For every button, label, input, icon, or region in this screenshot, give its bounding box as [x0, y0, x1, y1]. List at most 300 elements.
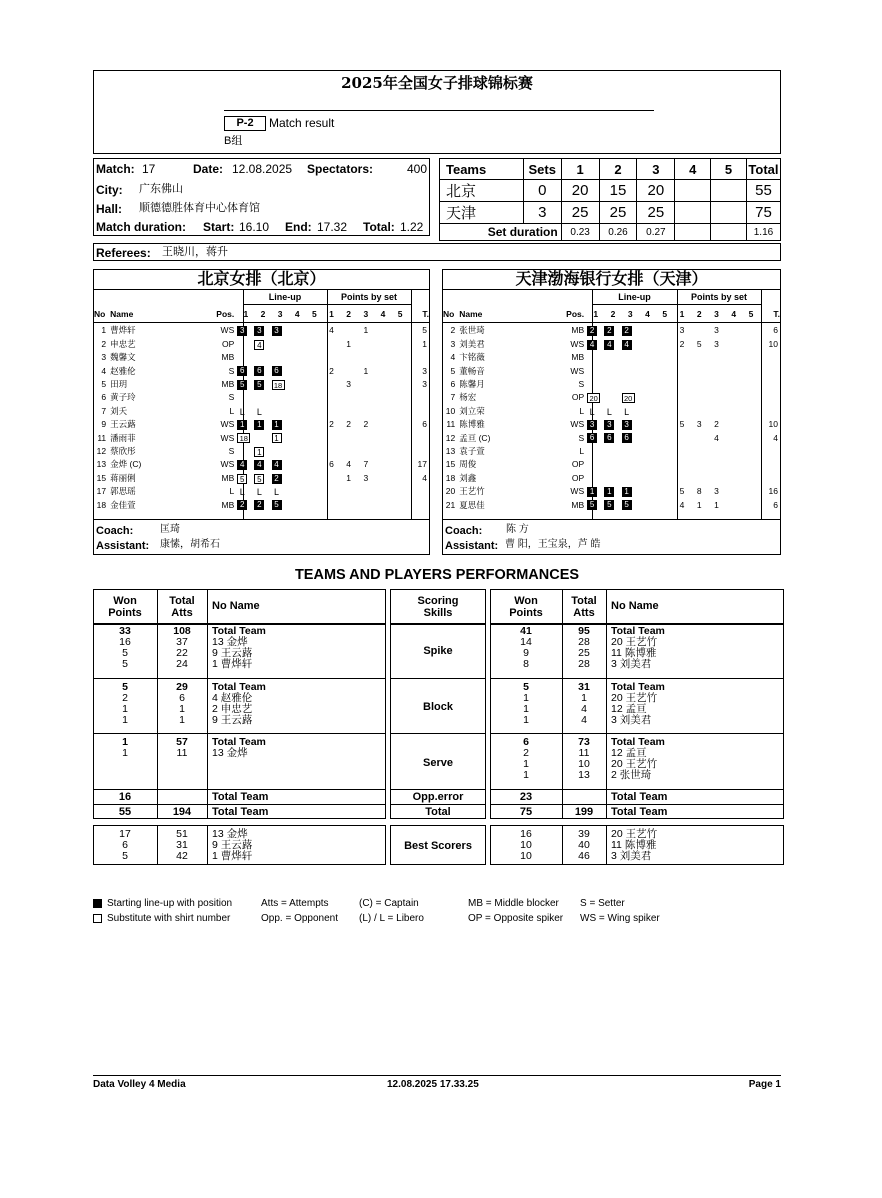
- team-a-set5: [711, 180, 747, 202]
- right-opp-error-won: 23: [519, 791, 533, 803]
- result-row-a: [440, 180, 781, 202]
- starting-position-box: 3: [604, 420, 614, 430]
- team-a-lineup-header: Line-up: [268, 292, 302, 302]
- lineup-cell: [656, 499, 673, 512]
- player-number: 12: [96, 446, 107, 457]
- set-points: 1: [696, 499, 702, 510]
- set-points: [673, 458, 690, 471]
- set-points: [340, 351, 357, 364]
- best-right-atts-line: 39: [578, 828, 590, 840]
- starting-position-box: 6: [604, 433, 614, 443]
- player-row: [94, 365, 429, 378]
- set-points: [374, 365, 391, 378]
- starting-position-box: 6: [622, 433, 632, 443]
- player-position: OP: [221, 338, 235, 349]
- set-points: 5: [696, 338, 702, 349]
- player-position: MB: [221, 379, 235, 390]
- team-a-assistant-label: Assistant:: [96, 540, 150, 552]
- set-points: [691, 432, 708, 445]
- player-position: WS: [570, 365, 585, 376]
- skills-label: Skills: [423, 607, 453, 619]
- right-player-names: [611, 682, 781, 726]
- total-set-duration: 1.16: [746, 224, 780, 241]
- player-number: 4: [450, 352, 456, 363]
- left-attempts: [157, 626, 207, 670]
- set-points: [374, 405, 391, 418]
- player-position: WS: [570, 419, 585, 430]
- lineup-cell: [306, 499, 323, 512]
- team-b-set2: 25: [599, 202, 637, 224]
- substitute-number-box: 18: [272, 380, 285, 390]
- right-attempts-line: 10: [578, 758, 590, 770]
- set-points: [673, 365, 690, 378]
- left-attempts-line: 22: [176, 647, 188, 659]
- best-right-atts-line: 46: [578, 850, 590, 862]
- lineup-cell: [289, 499, 306, 512]
- lineup-cell: [604, 405, 621, 418]
- points-label: Points: [108, 607, 142, 619]
- left-attempts: [157, 737, 207, 759]
- player-name: 申忠艺: [110, 338, 136, 349]
- lineup-cell: [254, 485, 271, 498]
- lineup-cell: [237, 391, 254, 404]
- set-points: [357, 445, 374, 458]
- left-won-points-line: 1: [122, 703, 128, 715]
- best-right-names-line: 20 王艺竹: [611, 828, 658, 840]
- starting-position-box: 5: [604, 500, 614, 510]
- right-total-name: Total Team: [611, 806, 668, 818]
- set-points: [691, 365, 708, 378]
- lineup-cell: [622, 365, 639, 378]
- substitute-number-box: 18: [237, 433, 250, 443]
- player-name: 董畅音: [459, 365, 485, 376]
- right-won-points-line: 1: [523, 703, 529, 715]
- player-name: 张世琦: [459, 325, 485, 336]
- divider: [390, 678, 486, 679]
- lineup-cell: [289, 351, 306, 364]
- set-points: [725, 391, 742, 404]
- team-a-title: 北京女排（北京）: [197, 269, 326, 288]
- won-label: Won: [514, 595, 538, 607]
- lineup-cell: [237, 324, 254, 337]
- right-player-names: [611, 737, 781, 781]
- set-points: [742, 351, 759, 364]
- player-position: WS: [220, 325, 235, 336]
- left-player-names-line: Total Team: [212, 681, 266, 693]
- left-attempts-line: 1: [179, 703, 185, 715]
- player-position: L: [579, 446, 585, 457]
- set-points: [323, 472, 340, 485]
- lineup-cell: [272, 472, 289, 485]
- player-number: 12: [445, 432, 456, 443]
- starting-position-box: 1: [254, 420, 264, 430]
- start-time: 16.10: [239, 220, 270, 234]
- best-right-names-line: 11 陈博雅: [611, 839, 657, 851]
- player-total-points: 6: [422, 419, 427, 430]
- lineup-cell: [656, 365, 673, 378]
- best-right-atts-line: 40: [578, 839, 590, 851]
- set-points: [392, 351, 409, 364]
- player-total-points: [409, 445, 429, 458]
- lineup-set-header: 5: [662, 309, 668, 319]
- col-total-header: T.: [422, 309, 429, 319]
- match-date: 12.08.2025: [232, 162, 293, 176]
- starting-position-box: 1: [604, 487, 614, 497]
- lineup-cell: [289, 458, 306, 471]
- team-b-set3: 25: [637, 202, 675, 224]
- left-opp-error-won: 16: [118, 791, 132, 803]
- player-name: 王艺竹: [459, 486, 485, 497]
- best-left-atts: [157, 829, 207, 862]
- best-right-won-line: 16: [520, 828, 532, 840]
- set-points: [691, 445, 708, 458]
- player-number: 6: [101, 392, 107, 403]
- right-attempts-line: 28: [578, 658, 590, 670]
- set-points: [708, 378, 725, 391]
- left-atts-header: [157, 595, 207, 619]
- right-won-points-line: 9: [523, 647, 529, 659]
- atts-label: Atts: [171, 607, 193, 619]
- doc-name: Match result: [269, 116, 335, 130]
- player-row: [443, 499, 780, 512]
- player-position: S: [228, 446, 235, 457]
- starting-position-box: 4: [254, 460, 264, 470]
- team-a-sets: 0: [523, 180, 561, 202]
- lineup-cell: [639, 338, 656, 351]
- player-total-points: [409, 485, 429, 498]
- team-b-points-header: Points by set: [690, 292, 747, 302]
- set-points: [742, 445, 759, 458]
- set-points: 3: [714, 338, 719, 349]
- page-title: 2025年全国女子排球锦标赛: [341, 74, 533, 92]
- player-total-points: [760, 445, 780, 458]
- lineup-cell: [639, 485, 656, 498]
- lineup-cell: [656, 405, 673, 418]
- right-won-points-line: 1: [523, 692, 529, 704]
- player-row: [94, 324, 429, 337]
- lineup-cell: [289, 405, 306, 418]
- starting-position-box: 2: [254, 500, 264, 510]
- right-attempts-line: 95: [578, 625, 590, 637]
- set-points: [357, 432, 374, 445]
- best-left-won: [93, 829, 157, 862]
- player-name: 刘夭: [110, 405, 128, 416]
- best-right-names-line: 3 刘美君: [611, 850, 652, 862]
- substitute-number-box: 5: [237, 474, 247, 484]
- player-total-points: [409, 432, 429, 445]
- best-left-won-line: 5: [122, 850, 128, 862]
- divider: [93, 289, 430, 290]
- left-attempts-line: 24: [176, 658, 188, 670]
- player-name: 魏馨文: [110, 352, 136, 363]
- player-position: S: [228, 392, 235, 403]
- libero-mark: L: [239, 406, 245, 417]
- player-position: OP: [571, 459, 585, 470]
- team-a-roster-table: [94, 308, 429, 512]
- set-points: [323, 485, 340, 498]
- left-attempts-line: 1: [179, 714, 185, 726]
- points-set-header: 3: [363, 309, 369, 319]
- substitute-number-box: 1: [272, 433, 282, 443]
- lineup-cell: [587, 445, 604, 458]
- lineup-cell: [622, 378, 639, 391]
- player-row: [443, 391, 780, 404]
- libero-mark: L: [274, 487, 280, 498]
- lineup-cell: [656, 458, 673, 471]
- lineup-cell: [272, 378, 289, 391]
- player-position: WS: [220, 459, 235, 470]
- set-points: [725, 458, 742, 471]
- set1-header: 1: [561, 159, 599, 180]
- divider: [207, 825, 208, 865]
- player-row: [94, 432, 429, 445]
- legend-mb: MB = Middle blocker: [468, 898, 559, 909]
- player-position: MB: [571, 499, 585, 510]
- player-row: [443, 365, 780, 378]
- set-points: [340, 324, 357, 337]
- set-points: [691, 324, 708, 337]
- lineup-cell: [639, 391, 656, 404]
- substitute-number-box: 20: [587, 393, 600, 403]
- lineup-cell: [306, 391, 323, 404]
- lineup-cell: [622, 445, 639, 458]
- player-total-points: [409, 499, 429, 512]
- player-position: MB: [221, 352, 235, 363]
- team-b-sets: 3: [523, 202, 561, 224]
- lineup-cell: [272, 405, 289, 418]
- set-duration-label: Set duration: [440, 224, 562, 241]
- lineup-set-header: 2: [260, 309, 266, 319]
- performance-title: TEAMS AND PLAYERS PERFORMANCES: [294, 567, 580, 583]
- divider: [490, 804, 784, 805]
- col-pos-header: Pos.: [216, 309, 235, 319]
- substitute-number-box: 5: [254, 474, 264, 484]
- lineup-cell: [306, 418, 323, 431]
- set-points: [392, 338, 409, 351]
- legend-atts: Atts = Attempts: [261, 898, 329, 909]
- set-points: [392, 418, 409, 431]
- set-points: [357, 499, 374, 512]
- lineup-cell: [587, 378, 604, 391]
- legend-filled-square-icon: [93, 899, 102, 908]
- libero-mark: L: [624, 406, 630, 417]
- left-attempts-line: 11: [176, 747, 188, 759]
- lineup-cell: [587, 391, 604, 404]
- set-points: [357, 405, 374, 418]
- player-row: [443, 472, 780, 485]
- right-name-header: No Name: [611, 600, 659, 612]
- divider: [93, 678, 386, 679]
- set5-header: 5: [711, 159, 747, 180]
- right-won-header: [490, 595, 562, 619]
- team-a-coach: 匡琦: [160, 524, 180, 535]
- set-points: [725, 418, 742, 431]
- set-points: [742, 378, 759, 391]
- set-points: [673, 391, 690, 404]
- player-position: WS: [220, 432, 235, 443]
- player-number: 7: [101, 405, 107, 416]
- right-won-points: [490, 626, 562, 670]
- team-a-name: 北京: [440, 180, 524, 202]
- divider: [390, 623, 486, 625]
- player-position: MB: [221, 499, 235, 510]
- player-row: [94, 418, 429, 431]
- set-points: [374, 391, 391, 404]
- lineup-set-header: 2: [610, 309, 616, 319]
- player-total-points: 3: [422, 365, 427, 376]
- player-name: 曹烨轩: [110, 325, 136, 336]
- best-left-atts-line: 42: [176, 850, 188, 862]
- player-position: MB: [221, 472, 235, 483]
- player-total-points: 17: [417, 459, 427, 470]
- set-points: [725, 432, 742, 445]
- lineup-cell: [237, 351, 254, 364]
- sets-header: Sets: [523, 159, 561, 180]
- left-won-points-line: 33: [119, 625, 131, 637]
- referees-value: 王晓川，蒋升: [162, 246, 228, 258]
- team-a-set2: 15: [599, 180, 637, 202]
- lineup-cell: [237, 418, 254, 431]
- starting-position-box: 4: [604, 340, 614, 350]
- right-total-atts: 199: [574, 806, 594, 818]
- points-set-header: 4: [380, 309, 386, 319]
- starting-position-box: 6: [272, 366, 282, 376]
- col-no-header: No: [94, 309, 106, 319]
- hall-value: 顺德德胜体育中心体育馆: [139, 202, 260, 214]
- right-attempts-line: 13: [578, 769, 590, 781]
- set-points: 8: [696, 486, 702, 497]
- player-number: 6: [450, 379, 456, 390]
- set-points: 6: [329, 459, 334, 470]
- player-name: 金烨 (C): [110, 459, 142, 470]
- left-player-names-line: 13 金烨: [212, 747, 248, 759]
- date-label: Date:: [193, 162, 224, 176]
- team-b-coach: 陈 方: [506, 524, 529, 535]
- set-points: [725, 324, 742, 337]
- player-name: 陈博雅: [459, 419, 485, 430]
- lineup-cell: [604, 445, 621, 458]
- player-total-points: 4: [773, 432, 778, 443]
- player-name: 潘雨菲: [110, 432, 136, 443]
- lineup-cell: [604, 499, 621, 512]
- set-points: [691, 472, 708, 485]
- player-position: S: [578, 432, 585, 443]
- divider: [490, 733, 784, 734]
- set-points: 1: [363, 325, 369, 336]
- player-total-points: 16: [768, 486, 778, 497]
- set-points: [340, 405, 357, 418]
- scoring-label: Scoring: [417, 595, 459, 607]
- set-points: [357, 378, 374, 391]
- starting-position-box: 3: [587, 420, 597, 430]
- left-won-points-line: 1: [122, 747, 128, 759]
- player-name: 陈馨月: [459, 379, 485, 390]
- right-player-names-line: 3 刘美君: [611, 714, 652, 726]
- player-number: 5: [101, 379, 107, 390]
- right-won-points: [490, 737, 562, 781]
- set-points: [708, 405, 725, 418]
- lineup-cell: [237, 338, 254, 351]
- set-points: 4: [346, 459, 352, 470]
- divider: [93, 733, 386, 734]
- lineup-cell: [656, 324, 673, 337]
- lineup-cell: [289, 485, 306, 498]
- libero-mark: L: [589, 406, 595, 417]
- right-player-names-line: 3 刘美君: [611, 658, 652, 670]
- legend-libero: (L) / L = Libero: [359, 913, 424, 924]
- set-points: [691, 351, 708, 364]
- player-position: WS: [220, 419, 235, 430]
- start-label: Start:: [203, 220, 235, 234]
- team-a-coach-label: Coach:: [96, 525, 134, 537]
- lineup-cell: [254, 365, 271, 378]
- starting-position-box: 5: [272, 500, 282, 510]
- player-name: 刘鑫: [459, 472, 477, 483]
- won-label: Won: [113, 595, 137, 607]
- starting-position-box: 6: [587, 433, 597, 443]
- player-position: S: [578, 379, 585, 390]
- lineup-cell: [237, 485, 254, 498]
- player-total-points: 10: [768, 419, 778, 430]
- player-name: 夏思佳: [459, 499, 485, 510]
- player-number: 1: [101, 325, 107, 336]
- player-row: [443, 458, 780, 471]
- team-b-lineup-header: Line-up: [618, 292, 651, 302]
- player-number: 21: [445, 499, 456, 510]
- best-left-atts-line: 51: [176, 828, 188, 840]
- set-points: [340, 391, 357, 404]
- best-left-atts-line: 31: [176, 839, 188, 851]
- end-time: 17.32: [317, 220, 348, 234]
- player-number: 13: [96, 459, 107, 470]
- right-attempts: [562, 626, 606, 670]
- lineup-cell: [254, 391, 271, 404]
- lineup-cell: [656, 445, 673, 458]
- team-b-assistant-label: Assistant:: [445, 540, 499, 552]
- set-points: [708, 365, 725, 378]
- lineup-cell: [289, 432, 306, 445]
- starting-position-box: 4: [272, 460, 282, 470]
- lineup-cell: [656, 485, 673, 498]
- set-points: [357, 351, 374, 364]
- set-points: [742, 485, 759, 498]
- lineup-cell: [639, 458, 656, 471]
- set-points: [374, 338, 391, 351]
- lineup-cell: [622, 458, 639, 471]
- player-name: 田玥: [110, 379, 128, 390]
- points-set-header: 2: [346, 309, 352, 319]
- lineup-cell: [254, 499, 271, 512]
- set-points: [323, 405, 340, 418]
- left-name-header: No Name: [212, 600, 260, 612]
- total-label: Total: [169, 595, 195, 607]
- player-name: 蒋丽俐: [110, 472, 136, 483]
- lineup-cell: [306, 365, 323, 378]
- player-name: 杨宏: [459, 392, 477, 403]
- player-name: 孟亘 (C): [459, 432, 491, 443]
- player-number: 18: [96, 499, 107, 510]
- lineup-set-header: 1: [243, 309, 249, 319]
- set-points: 1: [363, 365, 369, 376]
- lineup-cell: [656, 432, 673, 445]
- left-attempts-line: 108: [173, 625, 191, 637]
- set-points: [392, 365, 409, 378]
- left-won-header: [93, 595, 157, 619]
- player-name: 赵雅伦: [110, 365, 136, 376]
- lineup-cell: [306, 405, 323, 418]
- right-player-names-line: 20 王艺竹: [611, 758, 658, 770]
- player-row: [94, 458, 429, 471]
